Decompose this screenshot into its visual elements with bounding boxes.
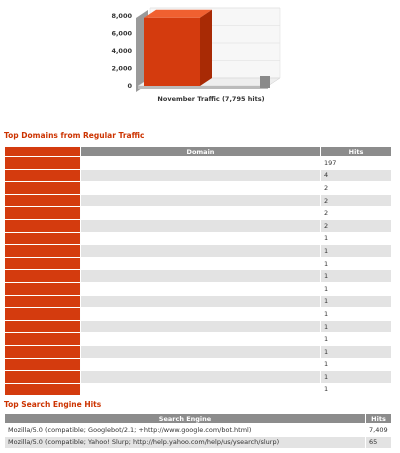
domains-domain-header: Domain [81,147,321,157]
chart-caption: November Traffic (7,795 hits) [157,95,265,103]
domain-cell [81,345,321,358]
table-row [5,157,392,170]
redacted-cell [5,333,81,346]
hits-cell: 1 [321,320,392,333]
domains-table-body [5,157,392,396]
chart-y-tick-label: 8,000 [111,12,132,20]
redacted-cell [5,194,81,207]
hits-cell: 1 [321,257,392,270]
hits-cell: 1 [321,232,392,245]
domain-cell [81,257,321,270]
hits-cell: 1 [321,282,392,295]
search-engine-hits-cell: 7,409 [366,424,392,437]
hits-cell: 1 [321,383,392,396]
table-row [5,257,392,270]
hits-cell: 1 [321,295,392,308]
domain-cell [81,282,321,295]
redacted-cell [5,295,81,308]
chart-floor-edge [138,86,268,89]
hits-cell: 4 [321,169,392,182]
redacted-cell [5,371,81,384]
table-row [5,232,392,245]
hits-cell: 1 [321,333,392,346]
redacted-cell [5,207,81,220]
table-row [5,424,392,437]
search-engine-header: Search Engine [5,414,366,424]
domain-cell [81,371,321,384]
table-row [5,295,392,308]
search-engines-section-title: Top Search Engine Hits [4,400,102,409]
domain-cell [81,295,321,308]
domains-table [4,146,392,396]
search-engine-hits-header: Hits [366,414,392,424]
table-row [5,182,392,195]
redacted-cell [5,282,81,295]
domain-cell [81,308,321,321]
redacted-cell [5,358,81,371]
hits-cell: 1 [321,345,392,358]
chart-y-tick-label: 4,000 [111,47,132,55]
redacted-cell [5,245,81,258]
table-row [5,169,392,182]
domain-cell [81,383,321,396]
redacted-cell [5,232,81,245]
chart-bar [144,18,200,86]
redacted-cell [5,270,81,283]
hits-cell: 1 [321,358,392,371]
table-row [5,194,392,207]
domain-cell [81,333,321,346]
search-engine-cell: Mozilla/5.0 (compatible; Googlebot/2.1; +http://www.google.com/bot.html) [5,424,366,437]
search-engines-table [4,413,392,449]
domain-cell [81,219,321,232]
domains-section-title: Top Domains from Regular Traffic [4,131,145,140]
domain-cell [81,232,321,245]
table-row [5,320,392,333]
hits-cell: 2 [321,219,392,232]
hits-cell: 2 [321,182,392,195]
domain-cell [81,169,321,182]
redacted-cell [5,182,81,195]
domain-cell [81,320,321,333]
domain-cell [81,270,321,283]
redacted-cell [5,320,81,333]
domains-hits-header: Hits [321,147,392,157]
table-row [5,270,392,283]
redacted-cell [5,345,81,358]
chart-y-tick-label: 6,000 [111,29,132,38]
chart-end-block [260,76,270,88]
domain-cell [81,245,321,258]
chart-y-tick-label: 0 [127,82,132,90]
domain-cell [81,358,321,371]
redacted-cell [5,219,81,232]
hits-cell: 197 [321,157,392,170]
chart-bar-side [200,10,212,86]
domain-cell [81,194,321,207]
domain-cell [81,182,321,195]
domains-redacted-header [5,147,81,157]
search-engine-hits-cell: 65 [366,436,392,449]
table-row [5,308,392,321]
redacted-cell [5,157,81,170]
hits-cell: 1 [321,308,392,321]
redacted-cell [5,169,81,182]
hits-cell: 1 [321,245,392,258]
table-row [5,219,392,232]
domains-header-row [5,147,392,157]
traffic-chart [96,2,286,106]
table-row [5,333,392,346]
table-row [5,358,392,371]
search-engines-header-row [5,414,392,424]
search-engine-cell: Mozilla/5.0 (compatible; Yahoo! Slurp; http://help.yahoo.com/help/us/ysearch/slurp) [5,436,366,449]
table-row [5,371,392,384]
domain-cell [81,207,321,220]
table-row [5,383,392,396]
table-row [5,436,392,449]
redacted-cell [5,383,81,396]
table-row [5,245,392,258]
chart-y-tick-label: 2,000 [111,64,132,73]
hits-cell: 1 [321,371,392,384]
hits-cell: 2 [321,194,392,207]
domain-cell [81,157,321,170]
table-row [5,345,392,358]
table-row [5,207,392,220]
hits-cell: 2 [321,207,392,220]
traffic-chart-svg [96,2,286,106]
search-engines-table-body [5,424,392,449]
redacted-cell [5,308,81,321]
hits-cell: 1 [321,270,392,283]
redacted-cell [5,257,81,270]
table-row [5,282,392,295]
